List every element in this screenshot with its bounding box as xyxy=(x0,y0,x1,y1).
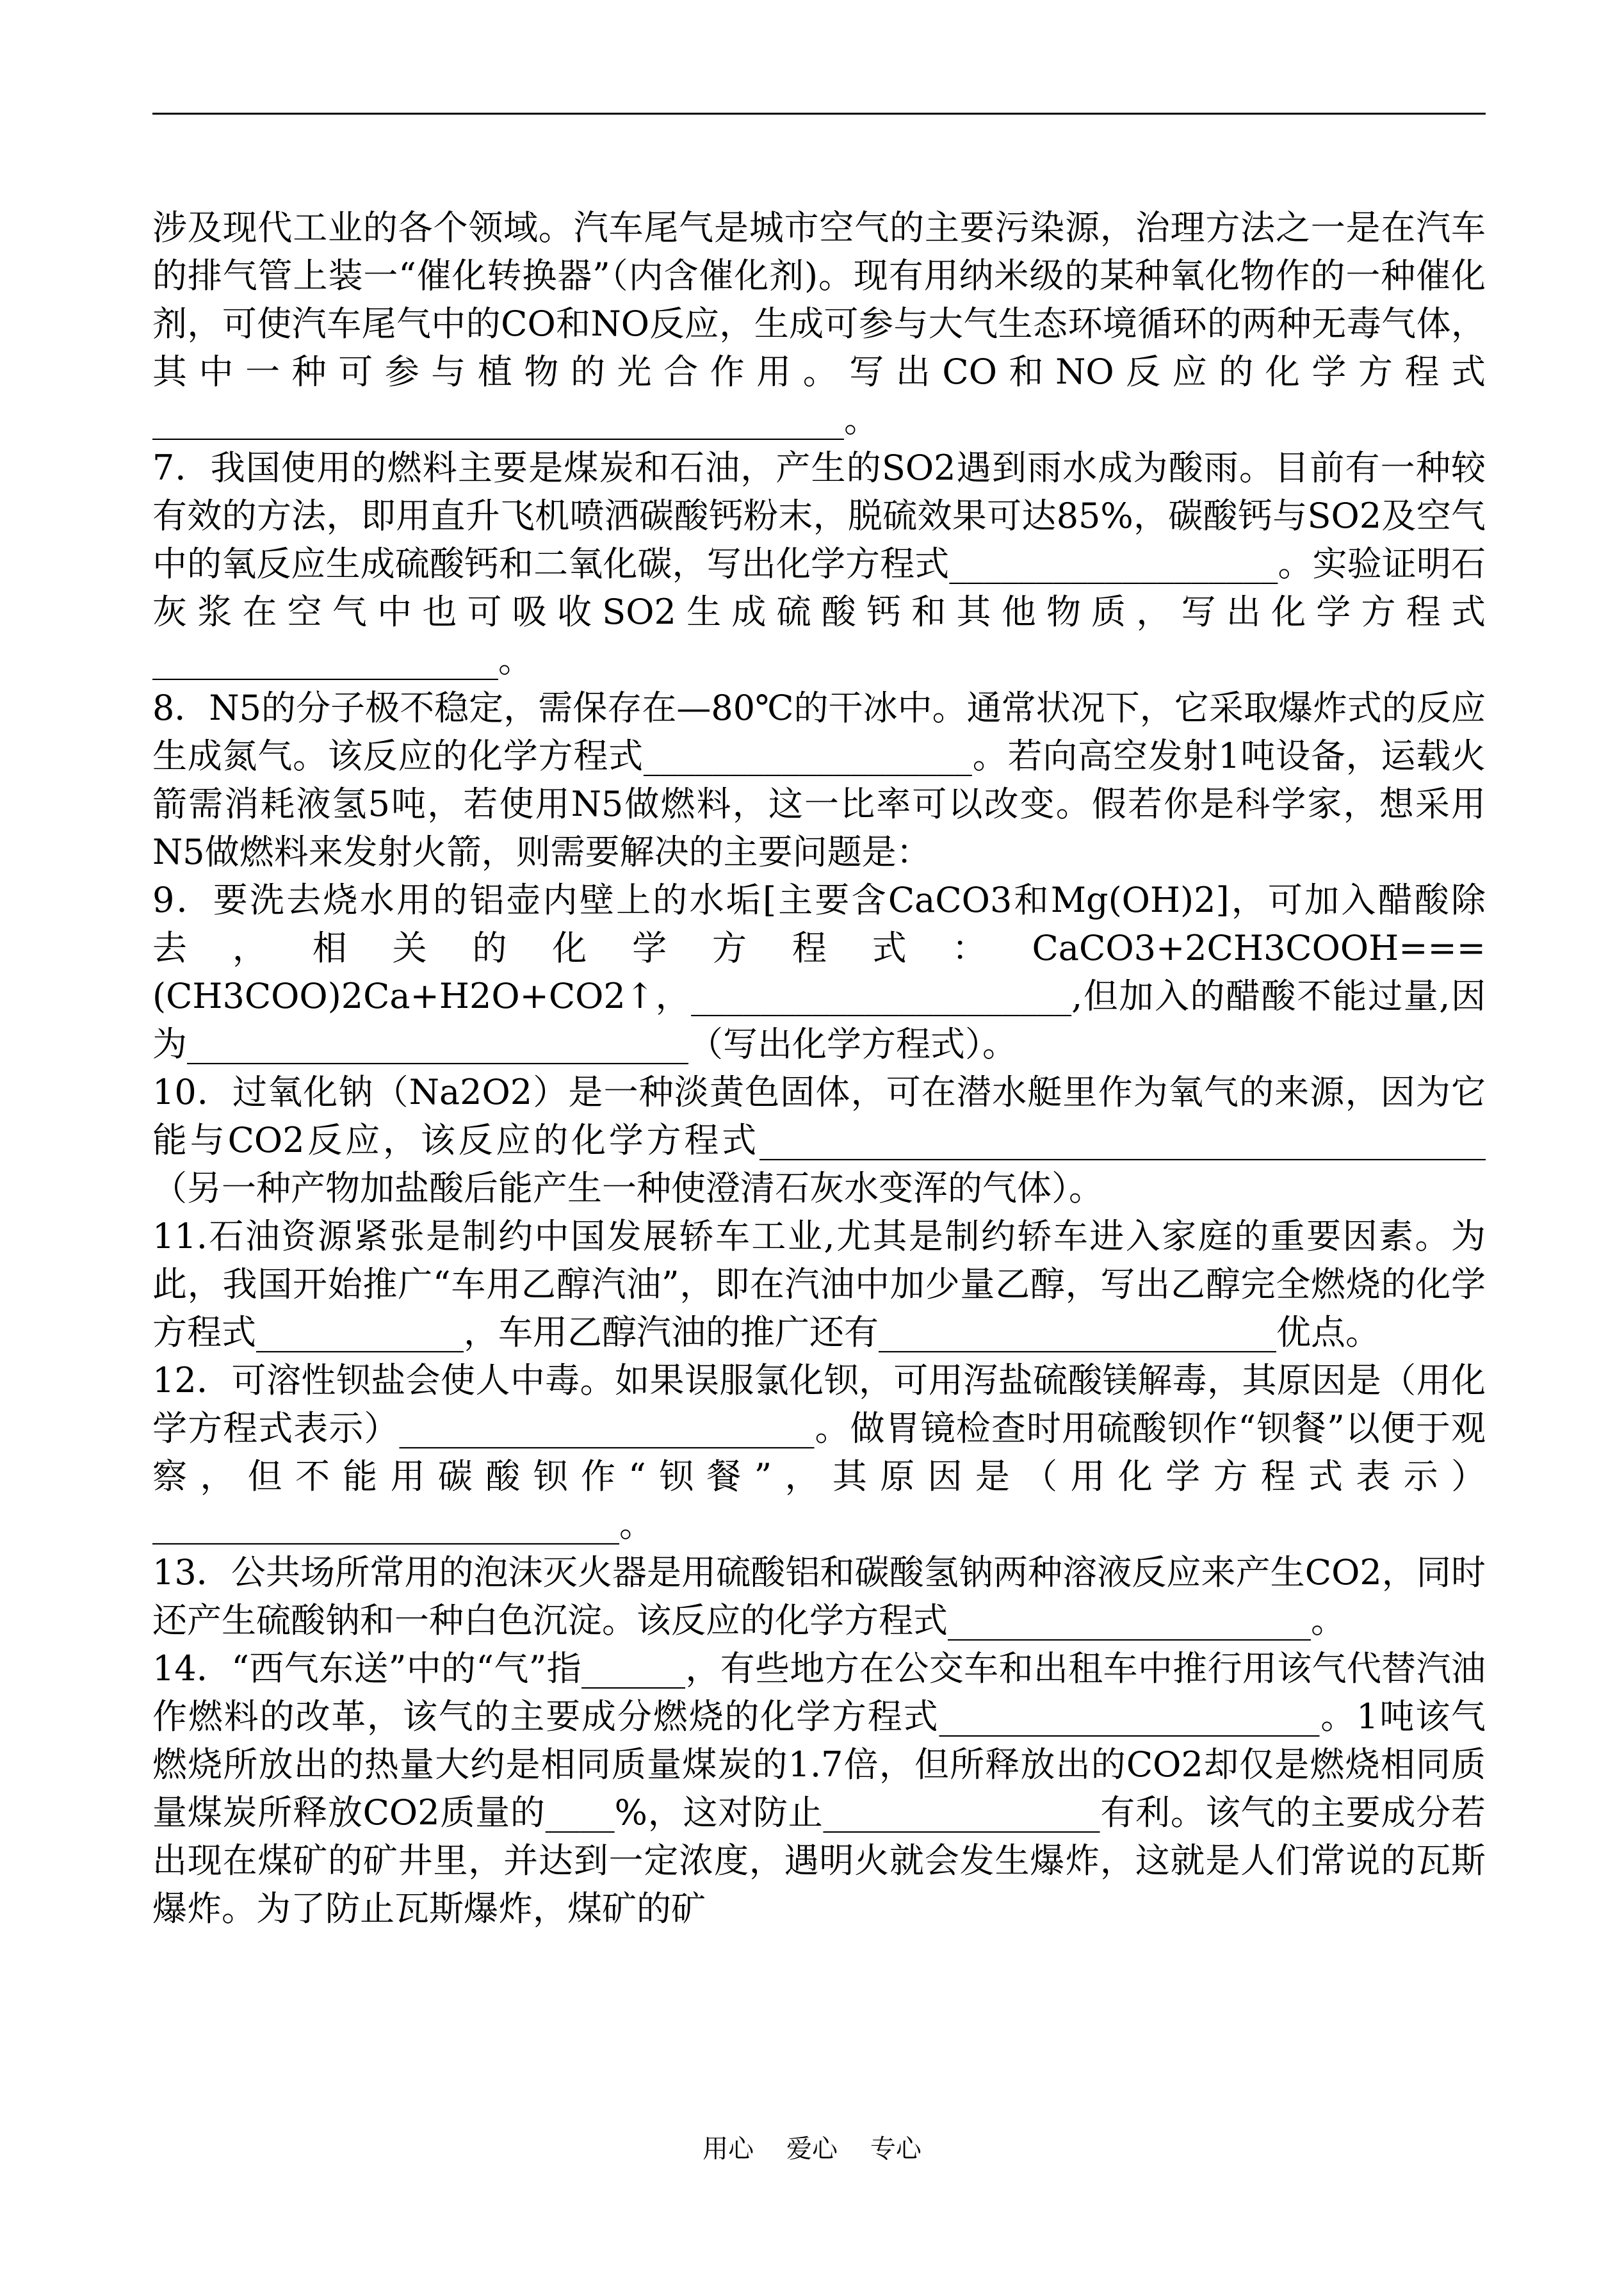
question-10: 10．过氧化钠（Na2O2）是一种淡黄色固体，可在潜水艇里作为氧气的来源，因为它能与CO2反应，该反应的化学方程式__________________________________________（另一种产物加盐酸后能产生一种使澄清石灰水变浑的气体）。 xyxy=(152,1072,1486,1208)
question-7: 7．我国使用的燃料主要是煤炭和石油，产生的SO2遇到雨水成为酸雨。目前有一种较有效的方法，即用直升飞机喷洒碳酸钙粉末，脱硫效果可达85%，碳酸钙与SO2及空气中的氧反应生成硫酸钙和二氧化碳，写出化学方程式___________________。实验证明石灰浆在空气中也可吸收SO2生成硫酸钙和其他物质，写出化学方程式____________________。 xyxy=(152,448,1486,680)
paragraph-6-continued: 涉及现代工业的各个领域。汽车尾气是城市空气的主要污染源，治理方法之一是在汽车的排气管上装一“催化转换器”（内含催化剂)。现有用纳米级的某种氧化物作的一种催化剂，可使汽车尾气中的CO和NO反应，生成可参与大气生态环境循环的两种无毒气体，其中一种可参与植物的光合作用。写出CO和NO反应的化学方程式________________________________________。 xyxy=(152,207,1486,440)
question-11: 11.石油资源紧张是制约中国发展轿车工业,尤其是制约轿车进入家庭的重要因素。为此，我国开始推广“车用乙醇汽油”，即在汽油中加少量乙醇，写出乙醇完全燃烧的化学方程式____________，车用乙醇汽油的推广还有_______________________优点。 xyxy=(152,1216,1486,1352)
question-14: 14．“西气东送”中的“气”指______，有些地方在公交车和出租车中推行用该气代替汽油作燃料的改革，该气的主要成分燃烧的化学方程式______________________。1吨该气燃烧所放出的热量大约是相同质量煤炭的1.7倍，但所释放出的CO2却仅是燃烧相同质量煤炭所释放CO2质量的____%，这对防止________________有利。该气的主要成分若出现在煤矿的矿井里，并达到一定浓度，遇明火就会发生爆炸，这就是人们常说的瓦斯爆炸。为了防止瓦斯爆炸，煤矿的矿 xyxy=(152,1648,1486,1929)
question-9: 9．要洗去烧水用的铝壶内壁上的水垢[主要含CaCO3和Mg(OH)2]，可加入醋酸除去，相关的化学方程式：CaCO3+2CH3COOH===(CH3COO)2Ca+H2O+CO2↑，______________________,但加入的醋酸不能过量,因为_____________________________（写出化学方程式）。 xyxy=(152,880,1486,1064)
page-footer: 用心 爱心 专心 xyxy=(702,2134,922,2164)
question-8: 8．N5的分子极不稳定，需保存在—80℃的干冰中。通常状况下，它采取爆炸式的反应生成氮气。该反应的化学方程式___________________。若向高空发射1吨设备，运载火箭需消耗液氢5吨，若使用N5做燃料，这一比率可以改变。假若你是科学家，想采用N5做燃料来发射火箭，则需要解决的主要问题是： xyxy=(152,688,1486,872)
document-body xyxy=(152,204,1486,1933)
question-13: 13．公共场所常用的泡沫灭火器是用硫酸铝和碳酸氢钠两种溶液反应来产生CO2，同时还产生硫酸钠和一种白色沉淀。该反应的化学方程式_____________________。 xyxy=(152,1552,1486,1641)
header-rule xyxy=(152,113,1486,115)
question-12: 12．可溶性钡盐会使人中毒。如果误服氯化钡，可用泻盐硫酸镁解毒，其原因是（用化学方程式表示）________________________。做胃镜检查时用硫酸钡作“钡餐”以便于观察，但不能用碳酸钡作“钡餐”，其原因是（用化学方程式表示）___________________________。 xyxy=(152,1360,1486,1545)
